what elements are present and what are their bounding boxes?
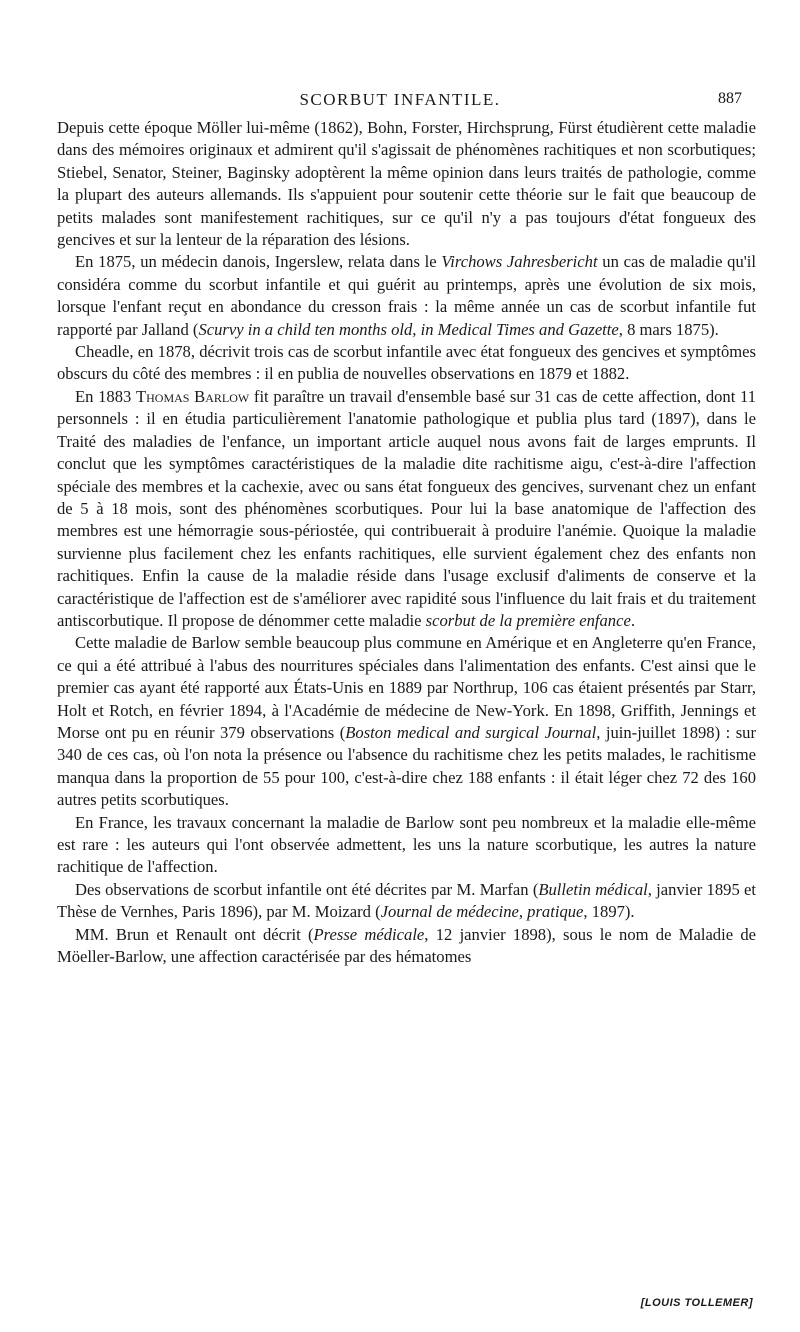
text-run: En 1883 [75, 386, 136, 406]
italic-reference: Bulletin médical [538, 879, 648, 899]
paragraph [57, 879, 756, 924]
italic-reference: Journal de médecine, pratique [380, 902, 584, 922]
text-run: , [412, 319, 421, 339]
text-run: fit paraître un travail d'ensemble basé sur 31 cas de cette affection, dont 11 personnels : il en étudia particulièrement l'anatomie pathologique et publia plus tard (1897), dans le Traité des maladies de l'enfance, un important article auquel nous avons fait de larges emprunts. Il conclut que les symptômes caractéristiques de la maladie dite rachitisme aigu, c'est-à-dire l'affection spéciale des membres et la cachexie, avec ou sans état fongueux des gencives, survenant chez un enfant de 5 à 18 mois, sont des phénomènes scorbutiques. Pour lui la base anatomique de l'affection des membres est une hémorragie sous-périostée, qui contribuerait à produire l'anémie. Quoique la maladie survienne plus facilement chez les enfants rachitiques, elle survient également chez des enfants non rachitiques. Enfin la cause de la maladie réside dans l'usage exclusif d'aliments de conserve et la caractéristique de l'affection est de s'améliorer avec rapidité sous l'influence du lait frais et du traitement antiscorbutique. Il propose de dénommer cette maladie [57, 386, 757, 630]
text-run: un cas de maladie qu'il considéra comme du scorbut infantile et qui guérit au printemps, après une évolution de six mois, lorsque l'enfant reçut en abondance du cresson frais : la même année un cas de scorbut infantile fut rapporté par Jalland ( [57, 252, 756, 339]
text-run: Depuis cette époque Möller lui-même (1862), Bohn, Forster, Hirchsprung, Fürst étudièrent cette maladie dans des mémoires originaux et admirent qu'il s'agissait de phénomènes rachitiques et non scorbutiques; Stiebel, Senator, Steiner, Baginsky adoptèrent la même opinion dans leurs traités de pathologie, comme la plupart des auteurs allemands. Ils s'appuient pour soutenir cette théorie sur le fait que beaucoup de petits malades sont manifestement rachitiques, sur ce qu'il n'y a pas toujours d'état fongueux des gencives et sur la lenteur de la réparation des lésions. [57, 118, 756, 250]
body-text [57, 117, 756, 968]
paragraph [57, 341, 756, 386]
text-run: . [630, 610, 635, 630]
italic-reference: scorbut de la première enfance [425, 610, 631, 630]
author-name-smallcaps: Thomas Barlow [136, 386, 250, 406]
paragraph [57, 812, 756, 879]
text-run: , 12 janvier 1898), sous le nom de Maladie de Möeller-Barlow, une affection caractérisée par des hématomes [57, 924, 757, 967]
italic-reference: Scurvy in a child ten months old [198, 319, 413, 339]
text-run: , janvier 1895 et Thèse de Vernhes, Paris 1896), par M. Moizard ( [57, 879, 757, 922]
paragraph [57, 117, 756, 251]
text-run: , 8 mars 1875). [618, 319, 719, 339]
text-run: Cette maladie de Barlow semble beaucoup plus commune en Amérique et en Angleterre qu'en France, ce qui a été attribué à l'abus des nourritures spéciales dans l'alimentation des enfants. C'est ainsi que le premier cas ayant été rapporté aux États-Unis en 1889 par Northrup, 106 cas étaient présentés par Starr, Holt et Rotch, en février 1894, à l'Académie de médecine de New-York. En 1898, Griffith, Jennings et Morse ont pu en réunir 379 observations ( [57, 633, 756, 742]
text-run: Des observations de scorbut infantile ont été décrites par M. Marfan ( [75, 879, 539, 899]
text-run: Cheadle, en 1878, décrivit trois cas de scorbut infantile avec état fongueux des gencives et symptômes obscurs du côté des membres : il en publia de nouvelles observations en 1879 et 1882. [57, 342, 756, 384]
text-run: En France, les travaux concernant la maladie de Barlow sont peu nombreux et la maladie elle-même est rare : les auteurs qui l'ont observée admettent, les uns la nature scorbutique, les autres la nature rachitique de l'affection. [57, 812, 756, 877]
library-stamp: [LOUIS TOLLEMER] [640, 1297, 753, 1309]
running-title: SCORBUT INFANTILE. [299, 90, 501, 109]
italic-reference: Presse médicale [313, 924, 425, 944]
text-run: , 1897). [583, 902, 635, 922]
text-run: En 1875, un médecin danois, Ingerslew, relata dans le [75, 252, 442, 272]
page-number: 887 [718, 90, 742, 107]
paragraph [57, 386, 756, 632]
italic-reference: in Medical Times and Gazette [420, 319, 619, 339]
paragraph [57, 924, 756, 969]
paragraph [57, 251, 756, 341]
text-run: MM. Brun et Renault ont décrit ( [75, 924, 314, 944]
paragraph [57, 632, 756, 811]
italic-reference: Virchows Jahresbericht [441, 252, 598, 272]
text-run: , juin-juillet 1898) : sur 340 de ces cas, où l'on nota la présence ou l'absence du rachitisme chez les petits malades, le rachitisme manqua dans la proportion de 55 pour 100, c'est-à-dire chez 188 enfants : il était léger chez 72 des 160 autres petits scorbutiques. [57, 722, 757, 810]
italic-reference: Boston medical and surgical Journal [345, 722, 597, 742]
